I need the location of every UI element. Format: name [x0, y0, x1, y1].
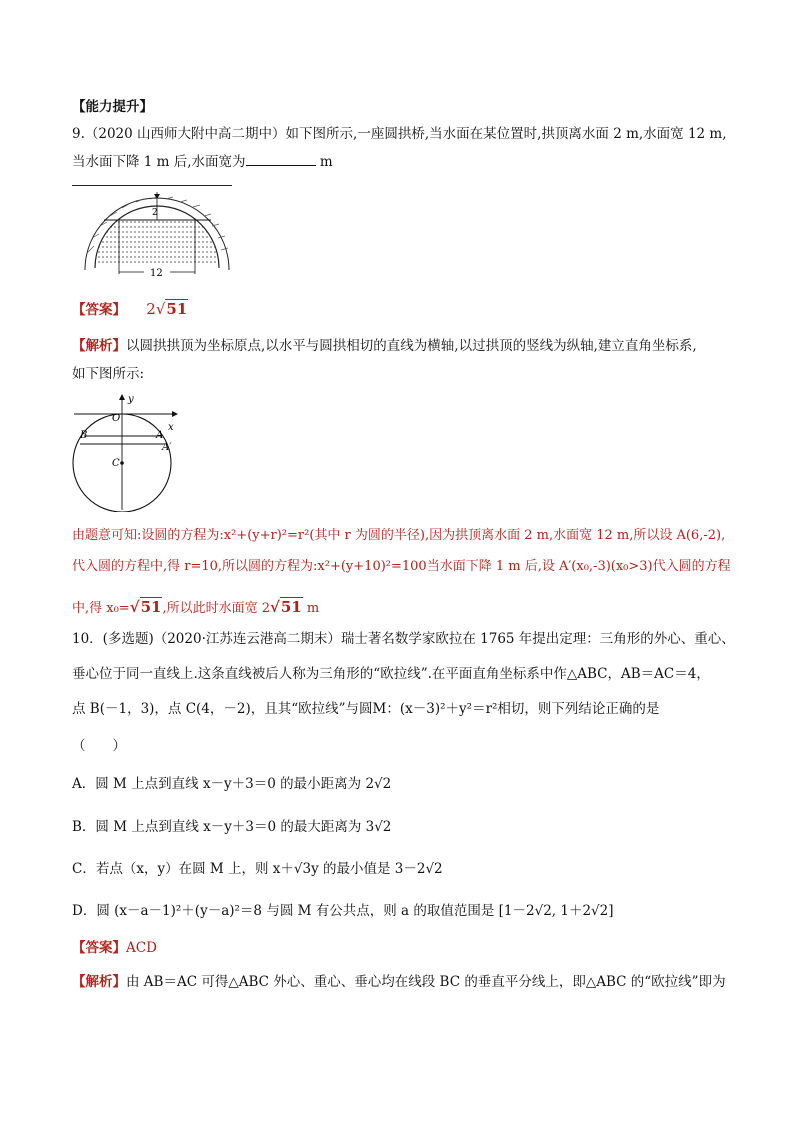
- q9-analysis-tag: 【解析】: [72, 338, 126, 354]
- q9-answer-radicand: 51: [166, 300, 188, 318]
- q10-line2: 垂心位于同一直线上.这条直线被后人称为三角形的“欧拉线”.在平面直角坐标系中作△ABC，AB＝AC＝4，: [72, 666, 710, 682]
- q9-answer-coef: 2: [146, 300, 156, 318]
- q9-answer-value: [146, 300, 188, 318]
- q10-line3: 点 B(－1，3)，点 C(4，－2)，且其“欧拉线”与圆M：(x－3)²＋y²＝r²相切，则下列结论正确的是: [72, 701, 660, 717]
- q10-answer-row: [72, 938, 157, 958]
- section-heading: 【能力提升】: [72, 99, 153, 115]
- q9-answer-row: [72, 299, 188, 320]
- q9-answer-tag: 【答案】: [72, 302, 126, 318]
- q10-analysis-tag: 【解析】: [72, 974, 126, 990]
- q9-analysis-text1: 以圆拱拱顶为坐标原点,以水平与圆拱相切的直线为横轴,以过拱顶的竖线为纵轴,建立直角坐标系,: [126, 338, 697, 354]
- q10-answer-tag: 【答案】: [72, 940, 126, 956]
- q9-sol-l3c: m: [302, 601, 320, 616]
- fig-label-b: B: [80, 430, 88, 441]
- divider: [72, 185, 232, 186]
- q10-analysis-text: 由 AB＝AC 可得△ABC 外心、重心、垂心均在线段 BC 的垂直平分线上，即△ABC 的“欧拉线”即为: [126, 974, 726, 990]
- q9-analysis-row: [72, 336, 697, 356]
- fig-label-o: O: [112, 413, 121, 424]
- circle-coordinate-figure: [72, 392, 182, 512]
- q9-solution-line3: [72, 597, 319, 619]
- fig-label-y: y: [128, 394, 134, 405]
- q10-option-b: B．圆 M 上点到直线 x－y＋3＝0 的最大距离为 3√2: [72, 819, 392, 835]
- fig-label-2: 2: [152, 208, 158, 218]
- bridge-figure: [80, 190, 230, 280]
- q10-analysis-row: [72, 972, 726, 992]
- fig-label-a-prime: A′: [162, 442, 172, 453]
- fig-label-c: C: [112, 458, 120, 469]
- q9-analysis-line2: 如下图所示:: [72, 366, 145, 382]
- sqrt-symbol: √51: [129, 598, 162, 616]
- sqrt-symbol: √51: [269, 598, 302, 616]
- q10-option-d: D．圆 (x－a－1)²＋(y－a)²＝8 与圆 M 有公共点，则 a 的取值范围是 [1－2√2, 1＋2√2]: [72, 903, 614, 919]
- q9-sol-l3b: ,所以此时水面宽 2: [162, 601, 270, 616]
- fig-label-x: x: [168, 422, 174, 433]
- q9-solution-line1: 由题意可知:设圆的方程为:x²+(y+r)²=r²(其中 r 为圆的半径),因为拱顶离水面 2 m,水面宽 12 m,所以设 A(6,-2),: [72, 528, 726, 543]
- q10-option-c: C．若点（x，y）在圆 M 上，则 x＋√3y 的最小值是 3－2√2: [72, 861, 443, 877]
- sqrt-symbol: √51: [155, 300, 188, 318]
- q9-line1: 9.（2020 山西师大附中高二期中）如下图所示,一座圆拱桥,当水面在某位置时,拱顶离水面 2 m,水面宽 12 m,: [72, 126, 727, 142]
- q10-option-a: A．圆 M 上点到直线 x－y＋3＝0 的最小距离为 2√2: [72, 776, 392, 792]
- q9-line2-text: 当水面下降 1 m 后,水面宽为: [72, 154, 246, 170]
- q9-unit: m: [319, 154, 333, 170]
- q9-line2: [72, 152, 333, 172]
- q9-sol-rad2: 51: [280, 598, 302, 616]
- q9-sol-l3a: 中,得 x₀=: [72, 601, 130, 616]
- q10-answer-value: ACD: [126, 940, 157, 956]
- q9-solution-line2: 代入圆的方程中,得 r=10,所以圆的方程为:x²+(y+10)²=100当水面下降 1 m 后,设 A′(x₀,-3)(x₀>3)代入圆的方程: [72, 559, 731, 574]
- fig-label-a: A: [156, 430, 164, 441]
- q9-sol-rad1: 51: [140, 598, 162, 616]
- q9-answer-blank: [246, 152, 316, 166]
- q10-line1: 10．(多选题)（2020·江苏连云港高二期末）瑞士著名数学家欧拉在 1765 年提出定理：三角形的外心、重心、: [72, 631, 735, 647]
- fig-label-12: 12: [150, 268, 163, 279]
- q10-paren: （ ）: [72, 738, 126, 754]
